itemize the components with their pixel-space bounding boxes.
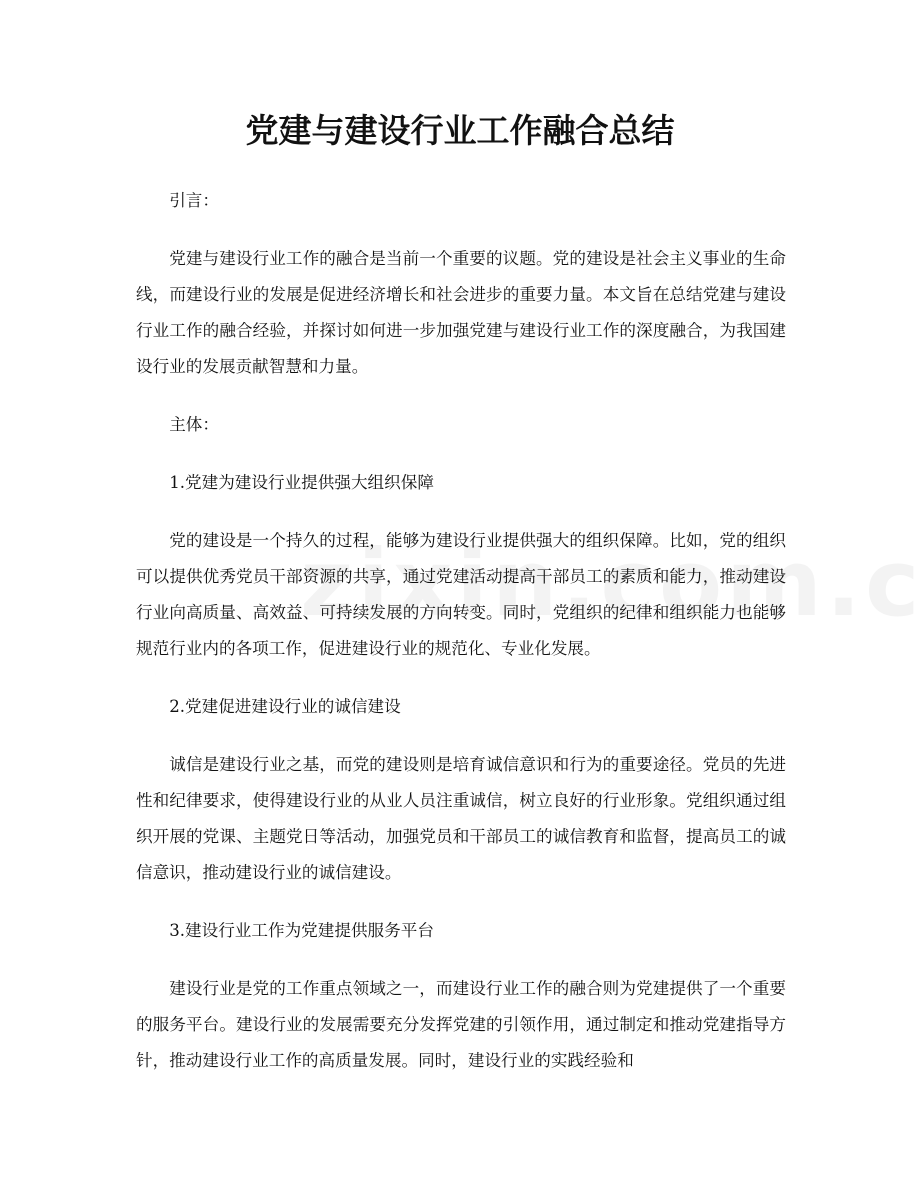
document-title: 党建与建设行业工作融合总结 (245, 111, 675, 150)
section-paragraph-3: 建设行业是党的工作重点领域之一，而建设行业工作的融合则为党建提供了一个重要的服务平台。建设行业的发展需要充分发挥党建的引领作用，通过制定和推动党建指导方针，推动建设行业工作的高质量发展。同时，建设行业的实践经验和 (136, 979, 786, 1070)
intro-paragraph: 党建与建设行业工作的融合是当前一个重要的议题。党的建设是社会主义事业的生命线，而建设行业的发展是促进经济增长和社会进步的重要力量。本文旨在总结党建与建设行业工作的融合经验，并探讨如何进一步加强党建与建设行业工作的深度融合，为我国建设行业的发展贡献智慧和力量。 (136, 249, 786, 376)
intro-label: 引言： (169, 191, 219, 210)
section-heading-2: 2.党建促进建设行业的诚信建设 (169, 697, 401, 716)
section-paragraph-2: 诚信是建设行业之基，而党的建设则是培育诚信意识和行为的重要途径。党员的先进性和纪律要求，使得建设行业的从业人员注重诚信，树立良好的行业形象。党组织通过组织开展的党课、主题党日等活动，加强党员和干部员工的诚信教育和监督，提高员工的诚信意识，推动建设行业的诚信建设。 (136, 755, 786, 882)
document-body (136, 183, 786, 1101)
section-heading-3: 3.建设行业工作为党建提供服务平台 (169, 921, 434, 940)
section-paragraph-1: 党的建设是一个持久的过程，能够为建设行业提供强大的组织保障。比如，党的组织可以提供优秀党员干部资源的共享，通过党建活动提高干部员工的素质和能力，推动建设行业向高质量、高效益、可持续发展的方向转变。同时，党组织的纪律和组织能力也能够规范行业内的各项工作，促进建设行业的规范化、专业化发展。 (136, 531, 786, 658)
section-heading-1: 1.党建为建设行业提供强大组织保障 (169, 473, 434, 492)
body-label: 主体： (169, 415, 219, 434)
